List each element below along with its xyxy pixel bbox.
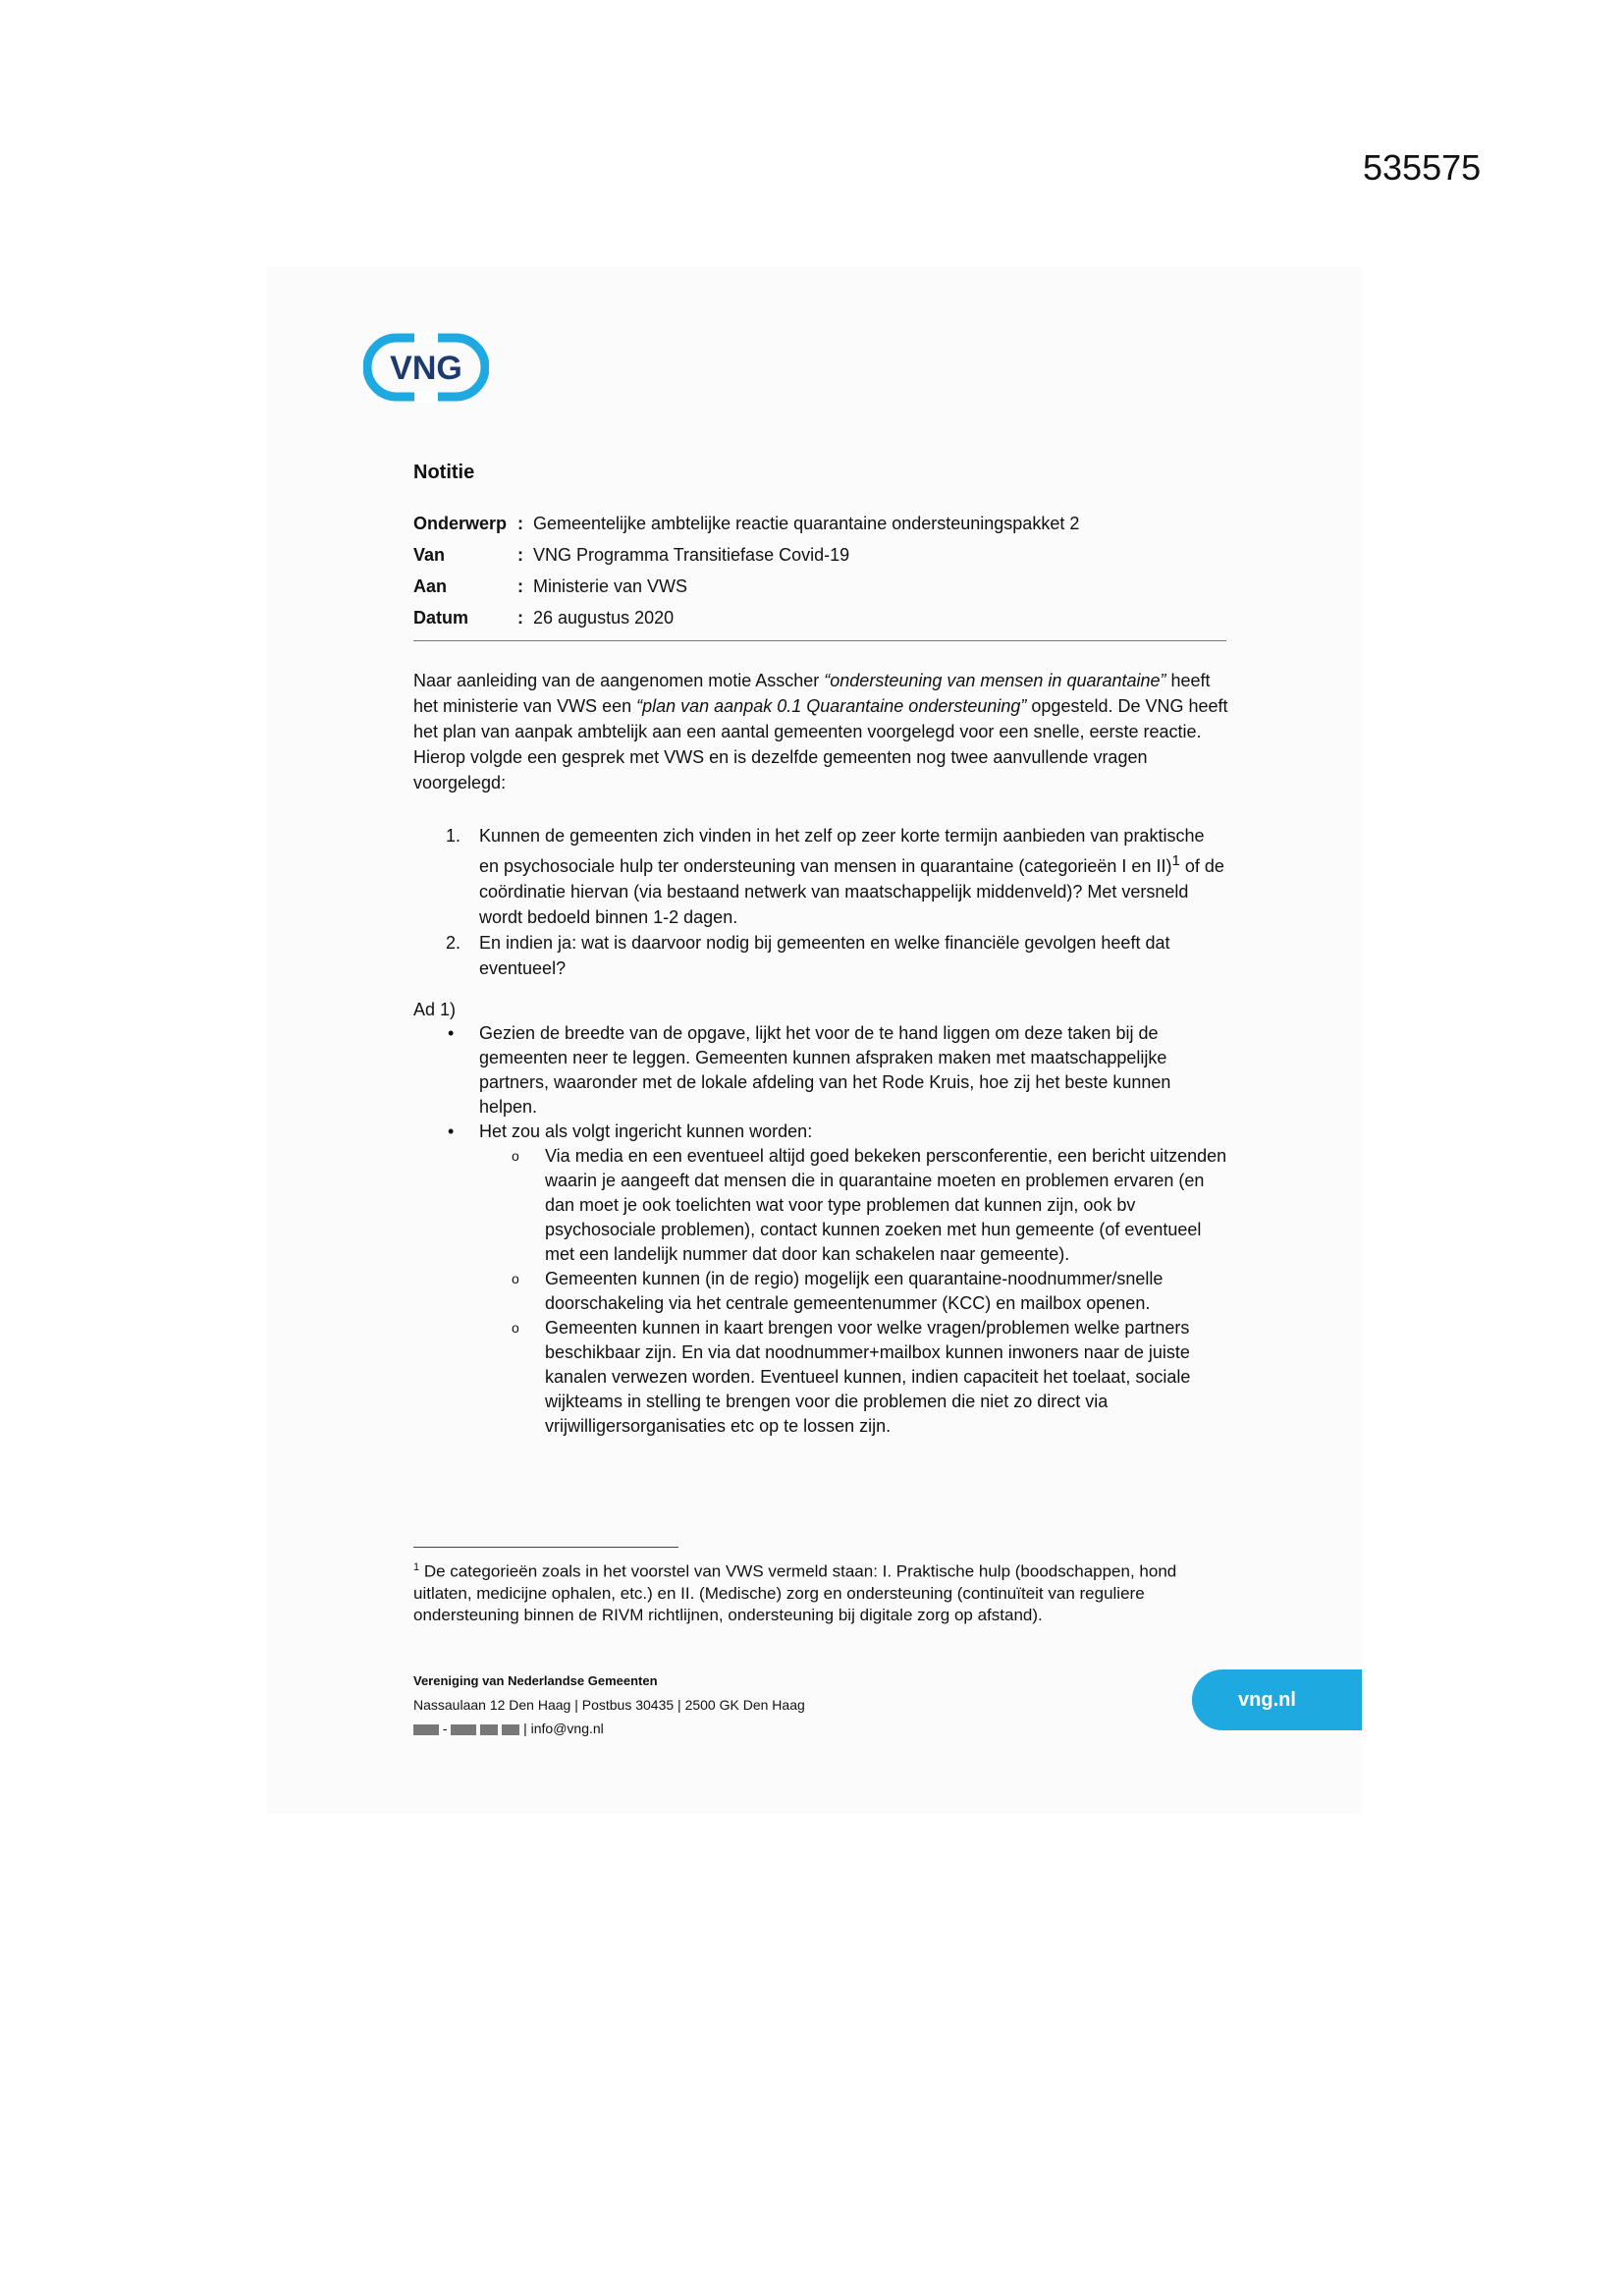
- list-item: [413, 1021, 1228, 1120]
- list-item: [413, 930, 1228, 981]
- document-number: 535575: [1363, 147, 1482, 188]
- list-item: [479, 1144, 1228, 1267]
- meta-row-to: [413, 576, 1226, 608]
- meta-value: 26 augustus 2020: [533, 608, 675, 628]
- vng-logo-text: VNG: [390, 350, 462, 387]
- sub-bullet-list: [479, 1144, 1228, 1439]
- intro-text: opgesteld. De VNG heeft het plan van aanpak ambtelijk aan een aantal gemeenten voorgelegd voor een snelle, eerste reactie. Hierop volgde een gesprek met VWS en is dezelfde gemeenten nog twee aanvullende vragen voorgelegd:: [413, 696, 1228, 793]
- question-text: Kunnen de gemeenten zich vinden in het zelf op zeer korte termijn aanbieden van praktische en psychosociale hulp ter ondersteuning van mensen in quarantaine (categorieën I en II): [479, 826, 1205, 876]
- meta-colon: :: [517, 514, 523, 533]
- intro-text: Naar aanleiding van de aangenomen motie Asscher: [413, 671, 825, 690]
- meta-row-date: [413, 608, 1226, 639]
- list-item: [479, 1267, 1228, 1316]
- meta-label: Aan: [413, 576, 448, 596]
- meta-row-subject: [413, 514, 1226, 545]
- list-number: 2.: [446, 933, 461, 953]
- sub-bullet-marker: o: [512, 1148, 519, 1164]
- section-label: Ad 1): [413, 1000, 457, 1019]
- meta-colon: :: [517, 545, 523, 565]
- meta-value: Gemeentelijke ambtelijke reactie quarantaine ondersteuningspakket 2: [533, 514, 1080, 533]
- sub-bullet-text: Gemeenten kunnen (in de regio) mogelijk een quarantaine-noodnummer/snelle doorschakeling via het centrale gemeentenummer (KCC) en mailbox openen.: [545, 1269, 1164, 1313]
- bullet-text: Het zou als volgt ingericht kunnen worden:: [479, 1121, 813, 1141]
- redaction-block: [480, 1724, 498, 1735]
- meta-label: Datum: [413, 608, 469, 628]
- page-title: Notitie: [413, 462, 475, 483]
- list-number: 1.: [446, 826, 461, 846]
- redaction-block: [502, 1724, 519, 1735]
- meta-label: Onderwerp: [413, 514, 508, 533]
- bullet-marker: •: [448, 1121, 455, 1141]
- vng-logo: [363, 332, 489, 403]
- footer-org: Vereniging van Nederlandse Gemeenten: [413, 1673, 658, 1688]
- sub-bullet-text: Gemeenten kunnen in kaart brengen voor welke vragen/problemen welke partners beschikbaar zijn. En via dat noodnummer+mailbox kunnen inwoners naar de juiste kanalen verwezen worden. Eventueel kunnen, indien capaciteit het toelaat, sociale wijkteams in stelling te brengen voor die problemen die niet zo direct via vrijwilligersorganisaties etc op te lossen zijn.: [545, 1318, 1191, 1436]
- redaction-block: [413, 1724, 439, 1735]
- question-list: [413, 823, 1228, 981]
- sub-bullet-text: Via media en een eventueel altijd goed bekeken persconferentie, een bericht uitzenden waarin je aangeeft dat mensen die in quarantaine moeten en problemen ervaren (en dan moet je ook toelichten wat voor type problemen dat kunnen zijn, ook bv psychosociale problemen), contact kunnen zoeken met hun gemeente (of eventueel met een landelijk nummer dat door kan schakelen naar gemeente).: [545, 1146, 1227, 1264]
- question-text: En indien ja: wat is daarvoor nodig bij gemeenten en welke financiële gevolgen heeft dat eventueel?: [479, 933, 1170, 978]
- bullet-marker: •: [448, 1023, 455, 1043]
- meta-table: [413, 514, 1226, 639]
- meta-row-from: [413, 545, 1226, 576]
- meta-value: VNG Programma Transitiefase Covid-19: [533, 545, 850, 565]
- intro-text: heeft het ministerie van VWS een: [413, 671, 1211, 716]
- meta-divider: [413, 640, 1226, 641]
- sub-bullet-marker: o: [512, 1320, 519, 1336]
- intro-quote: “plan van aanpak 0.1 Quarantaine ondersteuning”: [636, 696, 1027, 716]
- footnote-number: 1: [413, 1561, 420, 1573]
- footer-contact: [413, 1717, 805, 1740]
- footer-address: Nassaulaan 12 Den Haag | Postbus 30435 | 2500 GK Den Haag: [413, 1697, 805, 1713]
- footnote: [413, 1557, 1228, 1626]
- footer-email: | info@vng.nl: [519, 1721, 604, 1736]
- meta-colon: :: [517, 608, 523, 628]
- letter-footer: [413, 1669, 805, 1740]
- bullet-list: [413, 1021, 1228, 1439]
- phone-separator: -: [439, 1721, 452, 1736]
- bullet-text: Gezien de breedte van de opgave, lijkt het voor de te hand liggen om deze taken bij de gemeenten neer te leggen. Gemeenten kunnen afspraken maken met maatschappelijke partners, waaronder met de lokale afdeling van het Rode Kruis, hoe zij het beste kunnen helpen.: [479, 1023, 1171, 1117]
- website-badge: vng.nl: [1192, 1669, 1362, 1730]
- meta-value: Ministerie van VWS: [533, 576, 688, 596]
- redaction-block: [451, 1724, 476, 1735]
- footnote-divider: [413, 1547, 678, 1548]
- intro-paragraph: [413, 668, 1228, 795]
- list-item: [413, 823, 1228, 930]
- list-item: [479, 1316, 1228, 1439]
- footnote-ref: 1: [1171, 852, 1180, 869]
- question-text: of de coördinatie hiervan (via bestaand netwerk van maatschappelijk middenveld)? Met versneld wordt bedoeld binnen 1-2 dagen.: [479, 856, 1224, 927]
- intro-quote: “ondersteuning van mensen in quarantaine”: [824, 671, 1166, 690]
- meta-label: Van: [413, 545, 446, 565]
- sub-bullet-marker: o: [512, 1271, 519, 1286]
- list-item: [413, 1120, 1228, 1439]
- meta-colon: :: [517, 576, 523, 596]
- footnote-text: De categorieën zoals in het voorstel van VWS vermeld staan: I. Praktische hulp (boodschappen, hond uitlaten, medicijne ophalen, etc.) en II. (Medische) zorg en ondersteuning (continuïteit van reguliere ondersteuning binnen de RIVM richtlijnen, ondersteuning bij digitale zorg op afstand).: [413, 1561, 1177, 1624]
